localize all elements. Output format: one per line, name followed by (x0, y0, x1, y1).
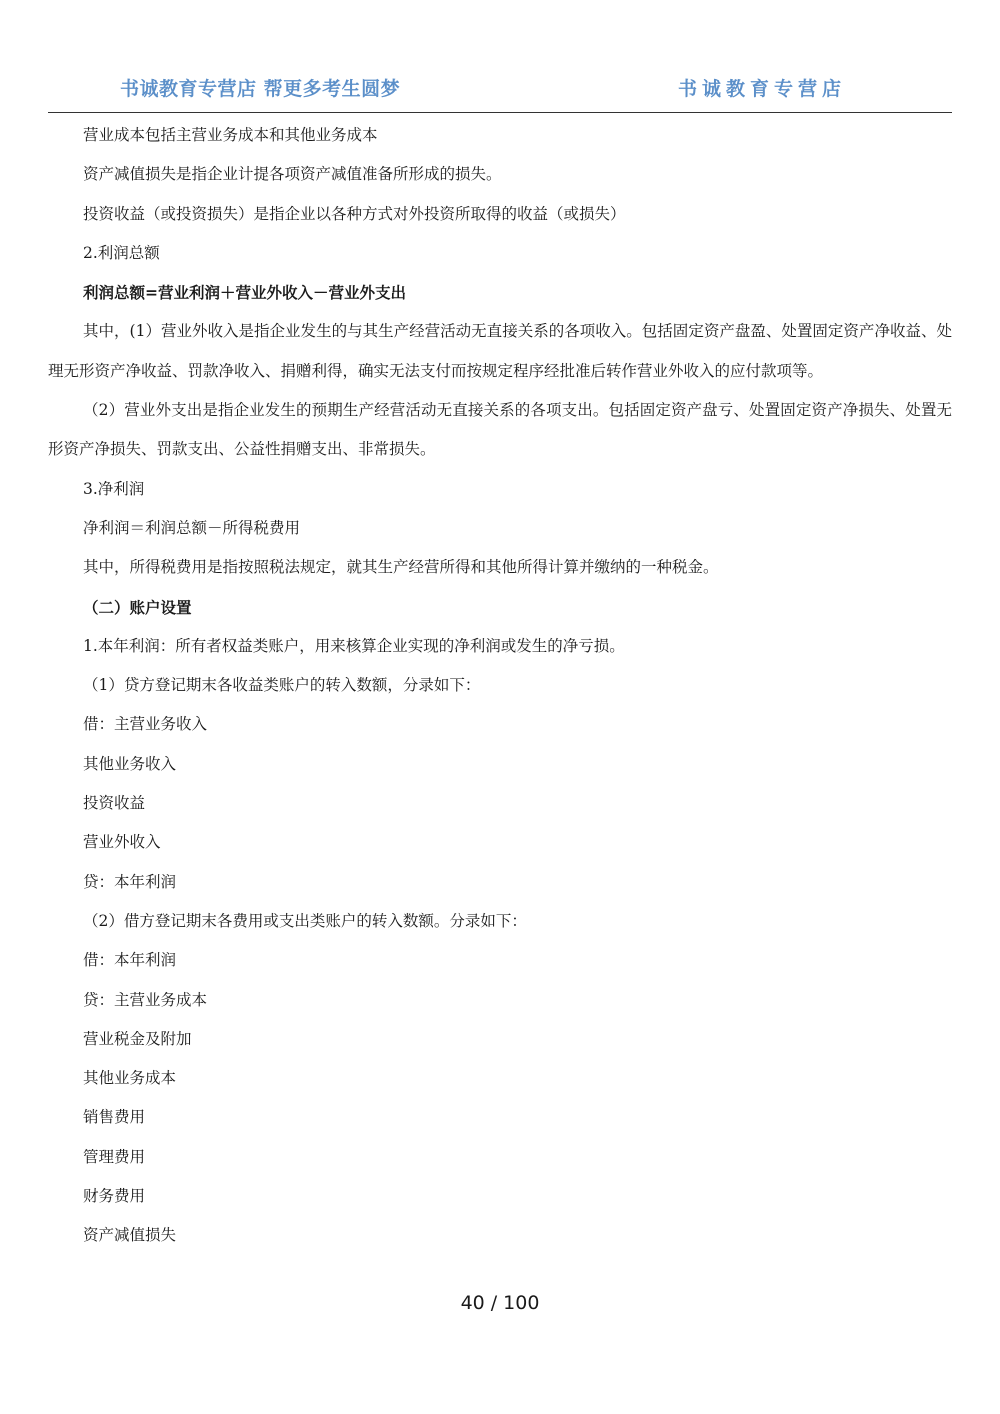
paragraph-asset-impairment: 资产减值损失是指企业计提各项资产减值准备所形成的损失。 (83, 165, 502, 184)
heading-net-profit: 3.净利润 (83, 479, 145, 498)
paragraph-income-tax: 其中，所得税费用是指按照税法规定，就其生产经营所得和其他所得计算并缴纳的一种税金。 (83, 558, 719, 577)
entry-line: 营业外收入 (83, 833, 161, 852)
header-shop-name: 书诚教育专营店 (677, 78, 846, 100)
formula-net-profit: 净利润＝利润总额－所得税费用 (83, 518, 301, 537)
entry-line: 其他业务成本 (83, 1069, 177, 1088)
page-separator: / (490, 1292, 498, 1314)
entry-line: 销售费用 (83, 1108, 146, 1127)
paragraph-operating-cost: 营业成本包括主营业务成本和其他业务成本 (83, 126, 378, 144)
paragraph-credit-side: （1）贷方登记期末各收益类账户的转入数额，分录如下： (83, 676, 481, 695)
paragraph-debit-side: （2）借方登记期末各费用或支出类账户的转入数额。分录如下： (83, 911, 527, 930)
entry-line: 借：本年利润 (83, 951, 177, 970)
entry-line: 贷：本年利润 (83, 872, 177, 891)
entry-line: 借：主营业务收入 (83, 715, 208, 734)
entry-line: 财务费用 (83, 1187, 146, 1206)
entry-line: 营业税金及附加 (83, 1029, 192, 1048)
entry-line: 管理费用 (83, 1147, 146, 1166)
entry-line: 资产减值损失 (83, 1226, 177, 1245)
total-pages: 100 (503, 1292, 540, 1314)
header-shop-slogan: 书诚教育专营店 帮更多考生圆梦 (120, 78, 401, 100)
paragraph-current-year-profit: 1.本年利润：所有者权益类账户，用来核算企业实现的净利润或发生的净亏损。 (83, 636, 625, 655)
heading-total-profit: 2.利润总额 (83, 243, 160, 262)
paragraph-non-operating-expense: （2）营业外支出是指企业发生的预期生产经营活动无直接关系的各项支出。包括固定资产盘亏、处置固定资产净损失、处置无形资产净损失、罚款支出、公益性捐赠支出、非常损失。 (48, 401, 952, 459)
page-header (48, 70, 952, 113)
current-page: 40 (460, 1292, 485, 1314)
paragraph-investment-income: 投资收益（或投资损失）是指企业以各种方式对外投资所取得的收益（或损失） (83, 204, 626, 223)
entry-line: 贷：主营业务成本 (83, 990, 208, 1009)
entry-line: 投资收益 (83, 794, 146, 813)
entry-line: 其他业务收入 (83, 754, 177, 773)
formula-total-profit: 利润总额=营业利润＋营业外收入－营业外支出 (83, 283, 406, 303)
document-body (48, 116, 952, 1256)
paragraph-non-operating-income: 其中，(1）营业外收入是指企业发生的与其生产经营活动无直接关系的各项收入。包括固定资产盘盈、处置固定资产净收益、处理无形资产净收益、罚款净收入、捐赠利得，确实无法支付而按规定程序经批准后转作营业外收入的应付款项等。 (48, 322, 952, 380)
page-number (0, 1292, 1000, 1314)
heading-account-setup: （二）账户设置 (83, 597, 192, 617)
